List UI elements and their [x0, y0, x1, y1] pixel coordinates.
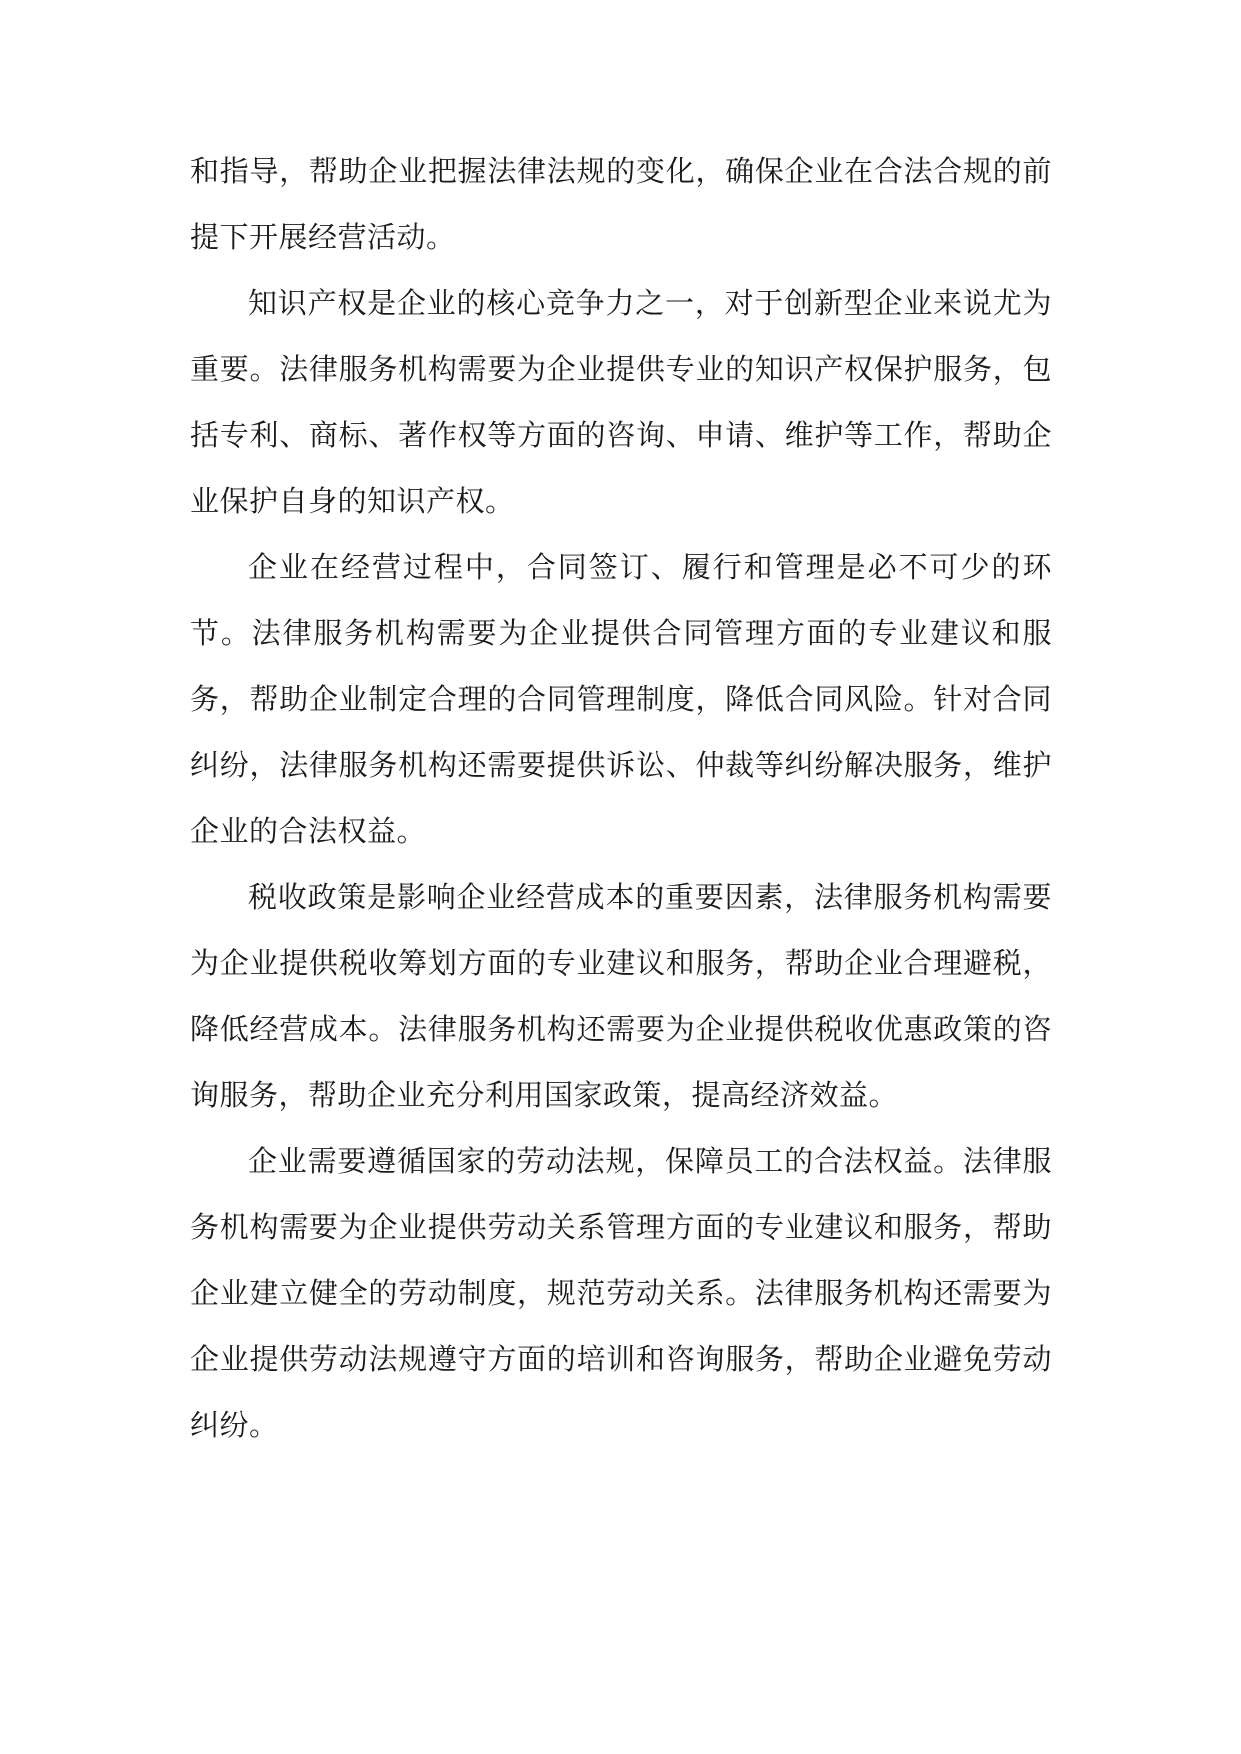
- paragraph-contract-management: 企业在经营过程中，合同签订、履行和管理是必不可少的环节。法律服务机构需要为企业提供合同管理方面的专业建议和服务，帮助企业制定合理的合同管理制度，降低合同风险。针对合同纠纷，法律服务机构还需要提供诉讼、仲裁等纠纷解决服务，维护企业的合法权益。: [190, 550, 1052, 848]
- paragraph-labor-relations: 企业需要遵循国家的劳动法规，保障员工的合法权益。法律服务机构需要为企业提供劳动关系管理方面的专业建议和服务，帮助企业建立健全的劳动制度，规范劳动关系。法律服务机构还需要为企业提供劳动法规遵守方面的培训和咨询服务，帮助企业避免劳动纠纷。: [190, 1144, 1052, 1442]
- paragraph-tax-planning: 税收政策是影响企业经营成本的重要因素，法律服务机构需要为企业提供税收筹划方面的专业建议和服务，帮助企业合理避税，降低经营成本。法律服务机构还需要为企业提供税收优惠政策的咨询服务，帮助企业充分利用国家政策，提高经济效益。: [190, 880, 1052, 1112]
- paragraph-intellectual-property: 知识产权是企业的核心竞争力之一，对于创新型企业来说尤为重要。法律服务机构需要为企业提供专业的知识产权保护服务，包括专利、商标、著作权等方面的咨询、申请、维护等工作，帮助企业保护自身的知识产权。: [190, 286, 1052, 518]
- body-text: [190, 138, 1052, 1458]
- paragraph-continuation: 和指导，帮助企业把握法律法规的变化，确保企业在合法合规的前提下开展经营活动。: [190, 154, 1052, 254]
